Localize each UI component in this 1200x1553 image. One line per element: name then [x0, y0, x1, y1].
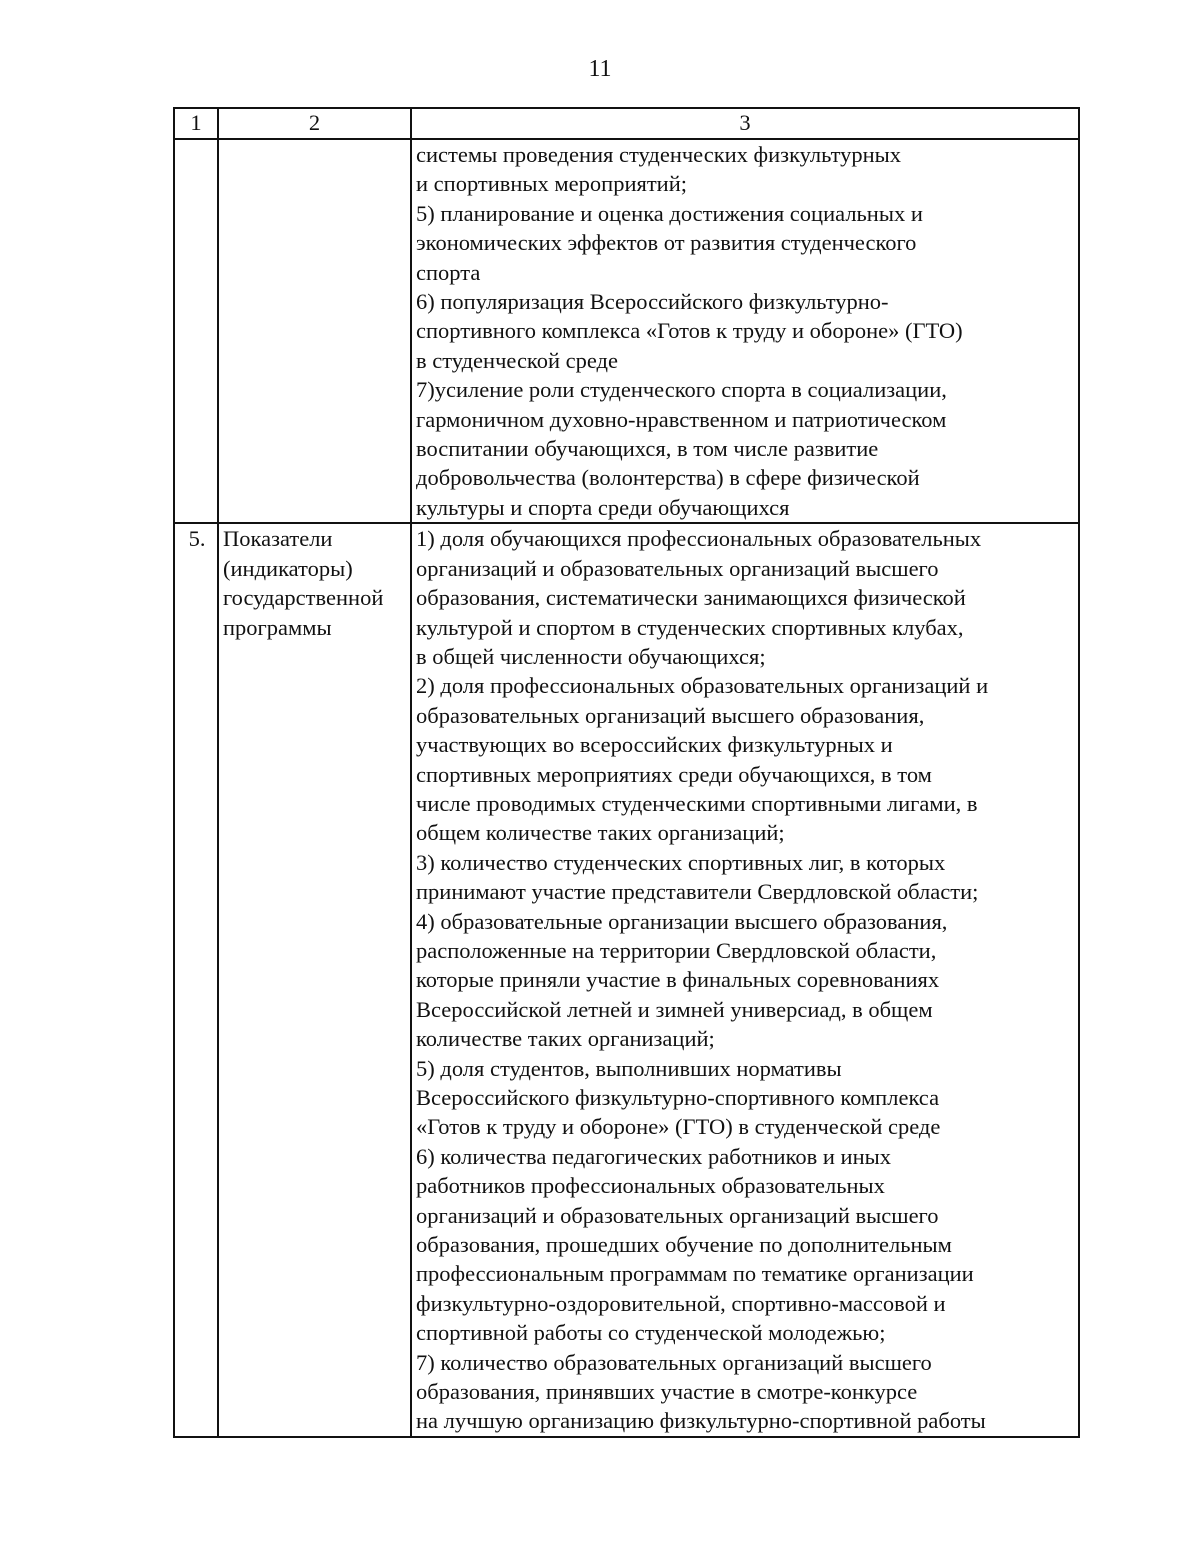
content-line: образования, прошедших обучение по дополнительным — [416, 1232, 952, 1258]
page-number: 11 — [588, 56, 612, 82]
content-line: воспитании обучающихся, в том числе развитие — [416, 436, 879, 462]
content-line: количестве таких организаций; — [416, 1026, 715, 1052]
header-col-3: 3 — [411, 108, 1079, 139]
table-header-row — [174, 108, 1079, 139]
content-line: организаций и образовательных организаций высшего — [416, 555, 939, 581]
content-line: которые приняли участие в финальных соревнованиях — [416, 967, 940, 993]
content-line: Всероссийской летней и зимней универсиад, в общем — [416, 996, 933, 1022]
content-line: общем количестве таких организаций; — [416, 820, 785, 846]
row-content-cell — [411, 523, 1079, 1437]
content-line: 2) доля профессиональных образовательных организаций и — [416, 673, 989, 699]
content-line: экономических эффектов от развития студенческого — [416, 230, 917, 256]
table-row-continuation — [174, 139, 1079, 523]
content-line: в студенческой среде — [416, 347, 618, 373]
program-table — [173, 107, 1080, 1438]
content-line: культуры и спорта среди обучающихся — [416, 494, 790, 520]
content-line: 3) количество студенческих спортивных лиг, в которых — [416, 849, 946, 875]
content-line: образования, систематически занимающихся физической — [416, 585, 966, 611]
content-line: физкультурно-оздоровительной, спортивно-массовой и — [416, 1290, 946, 1316]
row-content-cell — [411, 139, 1079, 523]
content-line: образования, принявших участие в смотре-конкурсе — [416, 1379, 918, 1405]
row-title-line: программы — [223, 614, 332, 640]
content-line: числе проводимых студенческими спортивными лигами, в — [416, 790, 978, 816]
content-line: спортивного комплекса «Готов к труду и обороне» (ГТО) — [416, 318, 963, 344]
row-title-line: государственной — [223, 585, 384, 611]
row-number-cell: 5. — [174, 523, 218, 1437]
content-line: работников профессиональных образовательных — [416, 1173, 885, 1199]
row-title-cell — [218, 139, 411, 523]
content-line: системы проведения студенческих физкультурных — [416, 142, 902, 167]
content-line: Всероссийского физкультурно-спортивного комплекса — [416, 1085, 940, 1110]
content-line: 5) планирование и оценка достижения социальных и — [416, 200, 923, 226]
content-line: образовательных организаций высшего образования, — [416, 702, 925, 728]
content-line: 6) популяризация Всероссийского физкультурно- — [416, 289, 889, 315]
content-line: гармоничном духовно-нравственном и патриотическом — [416, 406, 947, 432]
content-line: спорта — [416, 259, 481, 285]
row-title-line: Показатели — [223, 526, 333, 552]
content-line: 7)усиление роли студенческого спорта в социализации, — [416, 377, 947, 403]
content-line: в общей численности обучающихся; — [416, 643, 766, 669]
content-line: культурой и спортом в студенческих спортивных клубах, — [416, 614, 964, 640]
content-line: 5) доля студентов, выполнивших нормативы — [416, 1055, 842, 1081]
content-line: «Готов к труду и обороне» (ГТО) в студенческой среде — [416, 1114, 941, 1140]
content-line: организаций и образовательных организаций высшего — [416, 1202, 939, 1228]
row-number-cell — [174, 139, 218, 523]
content-line: 4) образовательные организации высшего образования, — [416, 908, 948, 934]
content-line: профессиональным программам по тематике организации — [416, 1261, 974, 1287]
content-line: добровольчества (волонтерства) в сфере физической — [416, 465, 920, 491]
content-line: спортивных мероприятиях среди обучающихся, в том — [416, 761, 932, 787]
content-line: 7) количество образовательных организаций высшего — [416, 1349, 932, 1375]
header-col-2: 2 — [218, 108, 411, 139]
content-line: на лучшую организацию физкультурно-спортивной работы — [416, 1408, 986, 1434]
content-line: спортивной работы со студенческой молодежью; — [416, 1320, 886, 1346]
content-line: принимают участие представители Свердловской области; — [416, 879, 979, 905]
row-title-cell — [218, 523, 411, 1437]
content-line: участвующих во всероссийских физкультурных и — [416, 732, 893, 758]
content-line: 6) количества педагогических работников и иных — [416, 1143, 892, 1169]
content-line: 1) доля обучающихся профессиональных образовательных — [416, 526, 982, 552]
header-col-1: 1 — [174, 108, 218, 139]
table-row-5 — [174, 523, 1079, 1437]
content-line: и спортивных мероприятий; — [416, 171, 687, 197]
row-title-line: (индикаторы) — [223, 555, 353, 581]
content-line: расположенные на территории Свердловской области, — [416, 937, 937, 963]
